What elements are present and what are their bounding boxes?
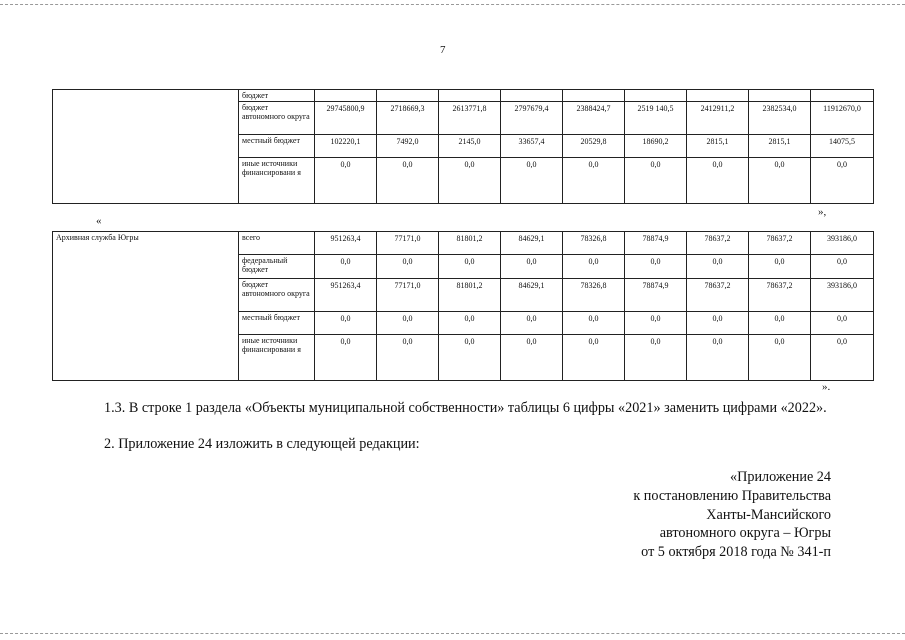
amount-cell: 0,0: [811, 158, 874, 204]
table-row: [53, 232, 874, 255]
amount-cell: 18690,2: [625, 135, 687, 158]
amount-cell: 0,0: [811, 312, 874, 335]
amount-cell: 0,0: [563, 158, 625, 204]
amount-cell: 84629,1: [501, 232, 563, 255]
funding-source-label: бюджет автономного округа: [239, 102, 315, 135]
funding-source-label: всего: [239, 232, 315, 255]
appendix-heading: [633, 468, 831, 562]
amount-cell: 0,0: [563, 255, 625, 279]
funding-source-label: федеральный бюджет: [239, 255, 315, 279]
paragraph-2: 2. Приложение 24 изложить в следующей редакции:: [104, 436, 420, 452]
amount-cell: 81801,2: [439, 279, 501, 312]
amount-cell: 0,0: [315, 158, 377, 204]
amount-cell: 0,0: [501, 255, 563, 279]
funding-source-label: местный бюджет: [239, 135, 315, 158]
appendix-line: к постановлению Правительства: [633, 487, 831, 504]
amount-cell: 0,0: [501, 158, 563, 204]
amount-cell: 0,0: [749, 312, 811, 335]
appendix-line: Ханты-Мансийского: [706, 506, 831, 523]
paragraph-1-3: 1.3. В строке 1 раздела «Объекты муниципальной собственности» таблицы 6 цифры «2021» заменить цифрами «2022».: [104, 400, 827, 416]
amount-cell: 2519 140,5: [625, 102, 687, 135]
amount-cell: 33657,4: [501, 135, 563, 158]
amount-cell: [439, 90, 501, 102]
amount-cell: 77171,0: [377, 279, 439, 312]
amount-cell: 29745800,9: [315, 102, 377, 135]
amount-cell: 78326,8: [563, 279, 625, 312]
amount-cell: [315, 90, 377, 102]
amount-cell: 81801,2: [439, 232, 501, 255]
amount-cell: 2382534,0: [749, 102, 811, 135]
amount-cell: 0,0: [687, 335, 749, 381]
amount-cell: 0,0: [811, 255, 874, 279]
amount-cell: 20529,8: [563, 135, 625, 158]
amount-cell: 951263,4: [315, 279, 377, 312]
amount-cell: 2815,1: [687, 135, 749, 158]
amount-cell: 0,0: [377, 312, 439, 335]
closing-quote-2: ».: [822, 381, 831, 393]
program-cell: Архивная служба Югры: [53, 232, 239, 381]
scan-bottom-edge: [0, 633, 905, 634]
appendix-line: автономного округа – Югры: [659, 525, 831, 542]
amount-cell: 0,0: [377, 158, 439, 204]
amount-cell: [687, 90, 749, 102]
amount-cell: 0,0: [439, 158, 501, 204]
amount-cell: 78326,8: [563, 232, 625, 255]
amount-cell: 0,0: [625, 255, 687, 279]
funding-source-label: местный бюджет: [239, 312, 315, 335]
amount-cell: 0,0: [625, 158, 687, 204]
closing-quote-1: »,: [818, 206, 827, 218]
amount-cell: [563, 90, 625, 102]
amount-cell: 0,0: [625, 335, 687, 381]
amount-cell: 78637,2: [687, 279, 749, 312]
amount-cell: 0,0: [501, 335, 563, 381]
amount-cell: 2388424,7: [563, 102, 625, 135]
amount-cell: 102220,1: [315, 135, 377, 158]
amount-cell: 0,0: [749, 255, 811, 279]
funding-table-continued: [52, 89, 874, 204]
table-row: [53, 90, 874, 102]
amount-cell: 393186,0: [811, 232, 874, 255]
amount-cell: 0,0: [315, 255, 377, 279]
amount-cell: 0,0: [749, 158, 811, 204]
appendix-line: от 5 октября 2018 года № 341-п: [641, 544, 831, 561]
amount-cell: 0,0: [625, 312, 687, 335]
amount-cell: 0,0: [563, 312, 625, 335]
amount-cell: 2145,0: [439, 135, 501, 158]
amount-cell: 2412911,2: [687, 102, 749, 135]
amount-cell: 393186,0: [811, 279, 874, 312]
scan-top-edge: [0, 4, 905, 5]
amount-cell: 78637,2: [749, 232, 811, 255]
appendix-line: «Приложение 24: [730, 469, 831, 485]
amount-cell: 0,0: [811, 335, 874, 381]
amount-cell: 0,0: [315, 335, 377, 381]
funding-source-label: бюджет автономного округа: [239, 279, 315, 312]
amount-cell: 0,0: [377, 255, 439, 279]
funding-source-label: иные источники финансировани я: [239, 158, 315, 204]
amount-cell: 78874,9: [625, 232, 687, 255]
amount-cell: 11912670,0: [811, 102, 874, 135]
amount-cell: 7492,0: [377, 135, 439, 158]
amount-cell: 0,0: [749, 335, 811, 381]
amount-cell: 14075,5: [811, 135, 874, 158]
amount-cell: 78637,2: [749, 279, 811, 312]
program-cell: [53, 90, 239, 204]
amount-cell: 0,0: [687, 255, 749, 279]
amount-cell: 0,0: [315, 312, 377, 335]
amount-cell: 0,0: [377, 335, 439, 381]
amount-cell: 2718669,3: [377, 102, 439, 135]
archive-service-funding-table: [52, 231, 874, 381]
amount-cell: 0,0: [563, 335, 625, 381]
amount-cell: 77171,0: [377, 232, 439, 255]
amount-cell: 951263,4: [315, 232, 377, 255]
page-number: 7: [440, 44, 446, 56]
amount-cell: 2815,1: [749, 135, 811, 158]
amount-cell: 0,0: [501, 312, 563, 335]
amount-cell: 0,0: [687, 158, 749, 204]
opening-quote: «: [96, 215, 102, 227]
amount-cell: 0,0: [439, 312, 501, 335]
amount-cell: [749, 90, 811, 102]
amount-cell: 78874,9: [625, 279, 687, 312]
amount-cell: [625, 90, 687, 102]
amount-cell: [501, 90, 563, 102]
funding-source-label: иные источники финансировани я: [239, 335, 315, 381]
amount-cell: [377, 90, 439, 102]
amount-cell: 0,0: [439, 255, 501, 279]
amount-cell: 78637,2: [687, 232, 749, 255]
amount-cell: 0,0: [439, 335, 501, 381]
amount-cell: [811, 90, 874, 102]
amount-cell: 2797679,4: [501, 102, 563, 135]
amount-cell: 84629,1: [501, 279, 563, 312]
amount-cell: 2613771,8: [439, 102, 501, 135]
amount-cell: 0,0: [687, 312, 749, 335]
funding-source-label: бюджет: [239, 90, 315, 102]
